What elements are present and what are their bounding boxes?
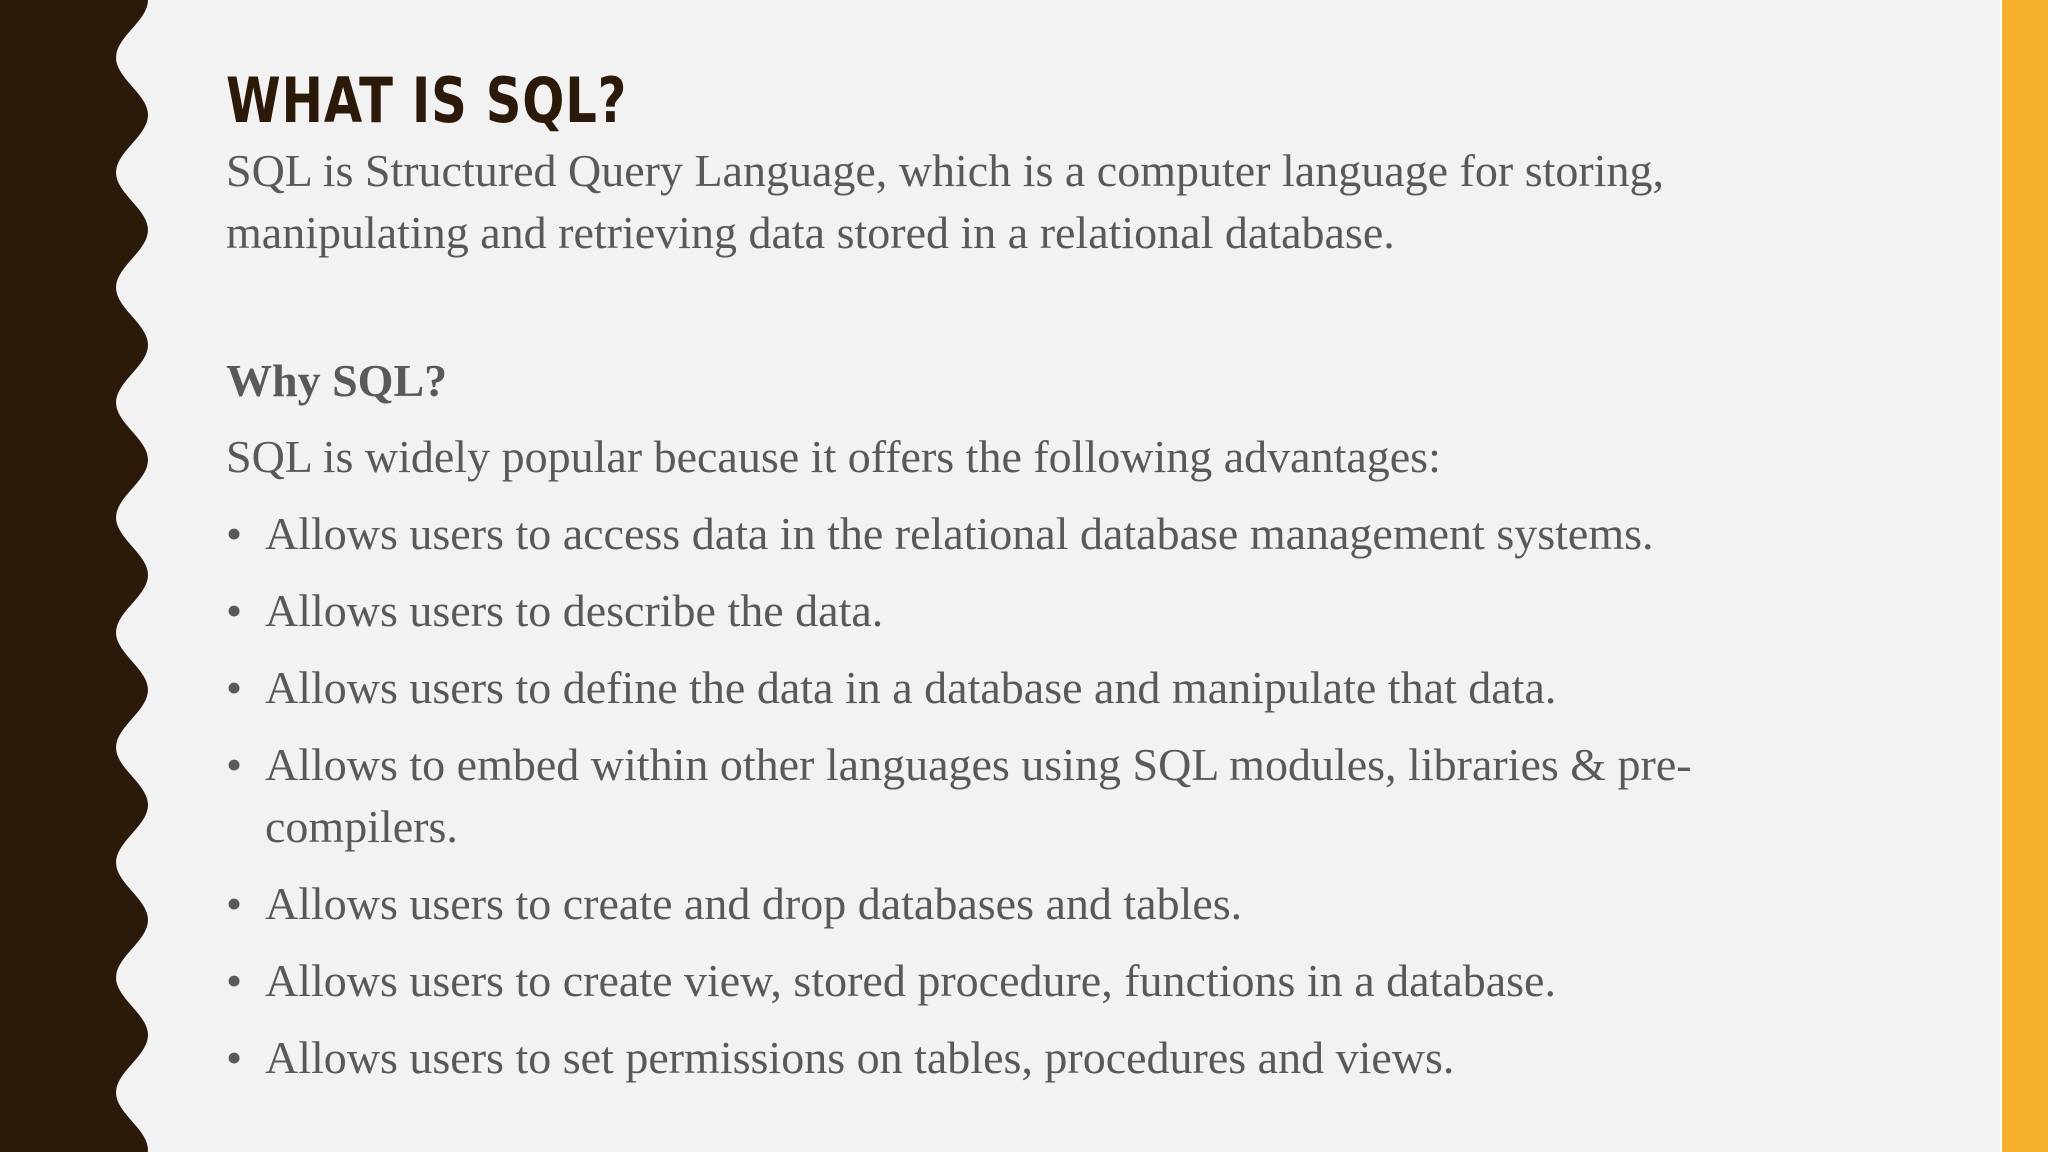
bullet-icon: • <box>226 585 243 636</box>
advantage-item <box>226 873 1786 935</box>
advantage-text: Allows to embed within other languages using SQL modules, libraries & pre-compilers. <box>265 739 1692 852</box>
bullet-icon: • <box>226 508 243 559</box>
advantage-item <box>226 950 1786 1012</box>
advantage-text: Allows users to access data in the relational database management systems. <box>265 508 1654 559</box>
bullet-icon: • <box>226 739 243 790</box>
bullet-icon: • <box>226 1032 243 1083</box>
wave-shape <box>0 0 148 1152</box>
bullet-icon: • <box>226 878 243 929</box>
slide-title: WHAT IS SQL? <box>226 64 628 137</box>
bullet-icon: • <box>226 955 243 1006</box>
intro-paragraph: SQL is Structured Query Language, which is a computer language for storing, manipulating and retrieving data stored in a relational database. <box>226 145 1664 258</box>
advantage-text: Allows users to create view, stored procedure, functions in a database. <box>265 955 1556 1006</box>
section-heading: Why SQL? <box>226 355 448 406</box>
advantage-item <box>226 1027 1786 1089</box>
advantage-text: Allows users to describe the data. <box>265 585 884 636</box>
bullet-icon: • <box>226 662 243 713</box>
advantages-list <box>226 503 1786 1089</box>
advantage-text: Allows users to create and drop databases and tables. <box>265 878 1243 929</box>
advantage-item <box>226 734 1786 858</box>
slide-content <box>226 62 1786 1089</box>
advantage-text: Allows users to set permissions on tables, procedures and views. <box>265 1032 1455 1083</box>
wave-decoration <box>0 0 160 1152</box>
accent-bar <box>2002 0 2048 1152</box>
advantages-lead: SQL is widely popular because it offers the following advantages: <box>226 431 1441 482</box>
advantage-item <box>226 580 1786 642</box>
advantage-item <box>226 657 1786 719</box>
advantage-text: Allows users to define the data in a database and manipulate that data. <box>265 662 1557 713</box>
advantage-item <box>226 503 1786 565</box>
